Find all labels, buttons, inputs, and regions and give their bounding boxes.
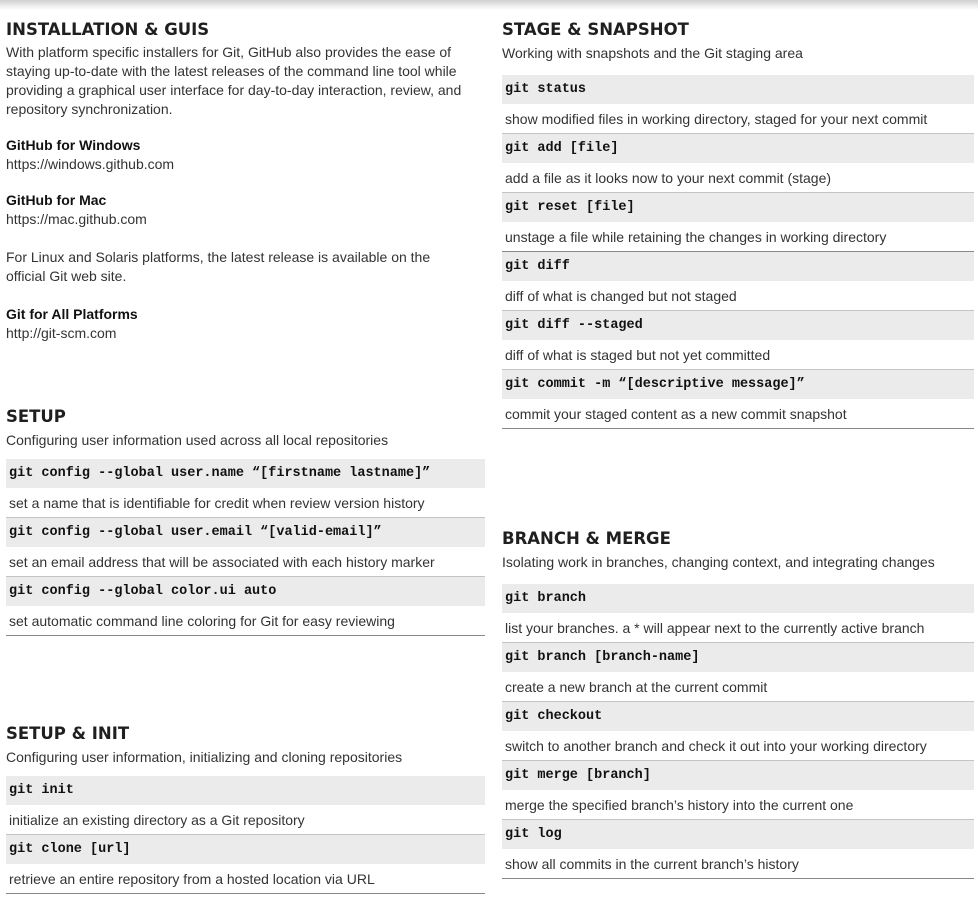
command-config-color: git config --global color.ui auto bbox=[6, 577, 485, 606]
description-clone: retrieve an entire repository from a hosted location via URL bbox=[6, 864, 485, 894]
branch-command-list bbox=[502, 584, 974, 879]
command-status: git status bbox=[502, 75, 974, 104]
command-clone: git clone [url] bbox=[6, 835, 485, 864]
description-commit: commit your staged content as a new commit snapshot bbox=[502, 399, 974, 429]
setup-command-list bbox=[6, 459, 485, 636]
description-merge: merge the specified branch’s history into the current one bbox=[502, 790, 974, 820]
setup-init-command-list bbox=[6, 776, 485, 894]
top-shadow-bar bbox=[0, 0, 978, 10]
setup-subtitle: Configuring user information used across all local repositories bbox=[6, 432, 389, 448]
description-branch-name: create a new branch at the current commit bbox=[502, 672, 974, 702]
command-diff: git diff bbox=[502, 252, 974, 281]
installation-section bbox=[6, 20, 485, 343]
setup-init-section bbox=[6, 724, 485, 894]
command-config-name: git config --global user.name “[firstname lastname]” bbox=[6, 459, 485, 488]
description-branch: list your branches. a * will appear next to the currently active branch bbox=[502, 613, 974, 643]
stage-title: STAGE & SNAPSHOT bbox=[502, 20, 689, 39]
link-url-windows[interactable]: https://windows.github.com bbox=[6, 156, 175, 172]
command-merge: git merge [branch] bbox=[502, 761, 974, 790]
description-config-name: set a name that is identifiable for credit when review version history bbox=[6, 488, 485, 518]
installation-title: INSTALLATION & GUIS bbox=[6, 20, 210, 39]
command-log: git log bbox=[502, 820, 974, 849]
description-add: add a file as it looks now to your next commit (stage) bbox=[502, 163, 974, 193]
description-status: show modified files in working directory, staged for your next commit bbox=[502, 104, 974, 134]
installation-intro: With platform specific installers for Git, GitHub also provides the ease of staying up-to-date with the latest releases of the command line tool while providing a graphical user interface for day-to-day interaction, review, and repository synchronization. bbox=[6, 44, 462, 117]
command-commit: git commit -m “[descriptive message]” bbox=[502, 370, 974, 399]
branch-title: BRANCH & MERGE bbox=[502, 529, 671, 548]
setup-section bbox=[6, 407, 485, 636]
link-block-mac bbox=[6, 191, 485, 229]
stage-command-list bbox=[502, 75, 974, 429]
link-title-all-platforms: Git for All Platforms bbox=[6, 306, 138, 322]
link-block-all-platforms bbox=[6, 305, 485, 343]
command-branch-name: git branch [branch-name] bbox=[502, 643, 974, 672]
linux-note: For Linux and Solaris platforms, the latest release is available on the official Git web site. bbox=[6, 249, 431, 284]
description-log: show all commits in the current branch’s history bbox=[502, 849, 974, 879]
description-config-color: set automatic command line coloring for Git for easy reviewing bbox=[6, 606, 485, 636]
branch-subtitle: Isolating work in branches, changing context, and integrating changes bbox=[502, 554, 935, 570]
link-url-mac[interactable]: https://mac.github.com bbox=[6, 211, 147, 227]
link-url-all-platforms[interactable]: http://git-scm.com bbox=[6, 325, 117, 341]
link-title-mac: GitHub for Mac bbox=[6, 192, 107, 208]
link-title-windows: GitHub for Windows bbox=[6, 137, 141, 153]
description-config-email: set an email address that will be associated with each history marker bbox=[6, 547, 485, 577]
branch-section bbox=[502, 529, 974, 879]
stage-subtitle: Working with snapshots and the Git staging area bbox=[502, 45, 803, 61]
setup-init-title: SETUP & INIT bbox=[6, 724, 130, 743]
link-block-windows bbox=[6, 136, 485, 174]
description-reset: unstage a file while retaining the changes in working directory bbox=[502, 222, 974, 252]
description-checkout: switch to another branch and check it out into your working directory bbox=[502, 731, 974, 761]
command-diff-staged: git diff --staged bbox=[502, 311, 974, 340]
setup-init-subtitle: Configuring user information, initializing and cloning repositories bbox=[6, 749, 403, 765]
setup-title: SETUP bbox=[6, 407, 66, 426]
command-init: git init bbox=[6, 776, 485, 805]
command-config-email: git config --global user.email “[valid-email]” bbox=[6, 518, 485, 547]
command-checkout: git checkout bbox=[502, 702, 974, 731]
description-diff-staged: diff of what is staged but not yet committed bbox=[502, 340, 974, 370]
description-diff: diff of what is changed but not staged bbox=[502, 281, 974, 311]
description-init: initialize an existing directory as a Git repository bbox=[6, 805, 485, 835]
command-add: git add [file] bbox=[502, 134, 974, 163]
command-branch: git branch bbox=[502, 584, 974, 613]
command-reset: git reset [file] bbox=[502, 193, 974, 222]
stage-section bbox=[502, 20, 974, 429]
